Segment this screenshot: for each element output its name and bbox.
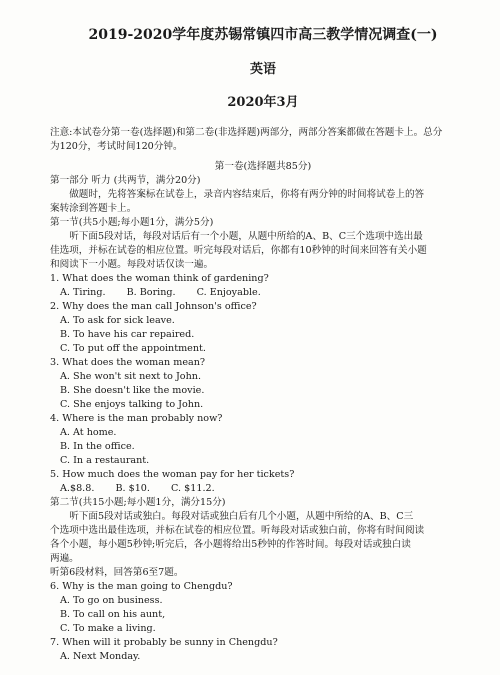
part-instructions: 案转涂到答题卡上。 bbox=[50, 203, 137, 214]
question-stem: 1. What does the woman think of gardening? bbox=[50, 273, 269, 284]
option-a[interactable]: A. Tiring. bbox=[60, 287, 106, 298]
exam-date: 2020年3月 bbox=[227, 95, 299, 110]
question-stem: 7. When will it probably be sunny in Chengdu? bbox=[50, 637, 278, 648]
exam-title: 2019-2020学年度苏锡常镇四市高三教学情况调查(一) bbox=[88, 27, 438, 43]
option-b[interactable]: B. To call on his aunt, bbox=[60, 609, 166, 620]
section-instructions: 和阅读下一小题。每段对话仅读一遍。 bbox=[50, 259, 214, 270]
section-instructions: 个选项中选出最佳选项，并标在试卷的相应位置。听每段对话或独白前，你将有时间阅读 bbox=[50, 525, 425, 536]
passage-note: 听第6段材料，回答第6至7题。 bbox=[50, 567, 184, 578]
exam-notes bbox=[50, 126, 476, 154]
option-c[interactable]: C. $11.2. bbox=[171, 483, 215, 494]
option-b[interactable]: B. Boring. bbox=[126, 287, 176, 298]
notes-line: 为120分，考试时间120分钟。 bbox=[50, 141, 183, 152]
volume-title: 第一卷(选择题共85分) bbox=[214, 161, 312, 172]
option-b[interactable]: B. To have his car repaired. bbox=[60, 329, 195, 340]
section-instructions: 两遍。 bbox=[50, 553, 79, 564]
part-instructions: 做题时，先将答案标在试卷上，录音内容结束后，你将有两分钟的时间将试卷上的答 bbox=[69, 189, 425, 200]
option-b[interactable]: B. $10. bbox=[115, 483, 150, 494]
section-instructions: 听下面5段对话或独白。每段对话或独白后有几个小题，从题中所给的A、B、C三 bbox=[69, 511, 414, 522]
option-b[interactable]: B. She doesn't like the movie. bbox=[60, 385, 205, 396]
option-c[interactable]: C. To make a living. bbox=[60, 623, 156, 634]
question-stem: 3. What does the woman mean? bbox=[50, 357, 206, 368]
option-a[interactable]: A. To go on business. bbox=[60, 595, 163, 606]
option-b[interactable]: B. In the office. bbox=[60, 441, 135, 452]
option-c[interactable]: C. She enjoys talking to John. bbox=[60, 399, 204, 410]
option-a[interactable]: A.$8.8. bbox=[60, 483, 95, 494]
section-title: 第一节(共5小题;每小题1分，满分5分) bbox=[50, 217, 214, 228]
section-instructions: 佳选项，并标在试卷的相应位置。听完每段对话后，你都有10秒钟的时间来回答有关小题 bbox=[50, 245, 427, 256]
question-stem: 6. Why is the man going to Chengdu? bbox=[50, 581, 233, 592]
part-title: 第一部分 听力 (共两节，满分20分) bbox=[50, 175, 201, 186]
question-options bbox=[50, 482, 476, 496]
section-instructions: 听下面5段对话，每段对话后有一个小题，从题中所给的A、B、C三个选项中选出最 bbox=[69, 231, 423, 242]
section-instructions: 各个小题，每小题5秒钟;听完后，各小题将给出5秒钟的作答时间。每段对话或独白读 bbox=[50, 539, 411, 550]
option-c[interactable]: C. In a restaurant. bbox=[60, 455, 150, 466]
option-c[interactable]: C. Enjoyable. bbox=[196, 287, 261, 298]
question-stem: 2. Why does the man call Johnson's office? bbox=[50, 301, 257, 312]
option-c[interactable]: C. To put off the appointment. bbox=[60, 343, 206, 354]
exam-subject: 英语 bbox=[249, 62, 276, 77]
option-a[interactable]: A. To ask for sick leave. bbox=[60, 315, 175, 326]
option-a[interactable]: A. At home. bbox=[60, 427, 117, 438]
option-a[interactable]: A. She won't sit next to John. bbox=[60, 371, 201, 382]
notes-line: 注意:本试卷分第一卷(选择题)和第二卷(非选择题)两部分，两部分答案都做在答题卡上。总分 bbox=[50, 127, 443, 138]
question-stem: 4. Where is the man probably now? bbox=[50, 413, 223, 424]
question-stem: 5. How much does the woman pay for her tickets? bbox=[50, 469, 295, 480]
question-options bbox=[50, 286, 476, 300]
section-title: 第二节(共15小题;每小题1分，满分15分) bbox=[50, 497, 226, 508]
option-a[interactable]: A. Next Monday. bbox=[60, 651, 141, 662]
